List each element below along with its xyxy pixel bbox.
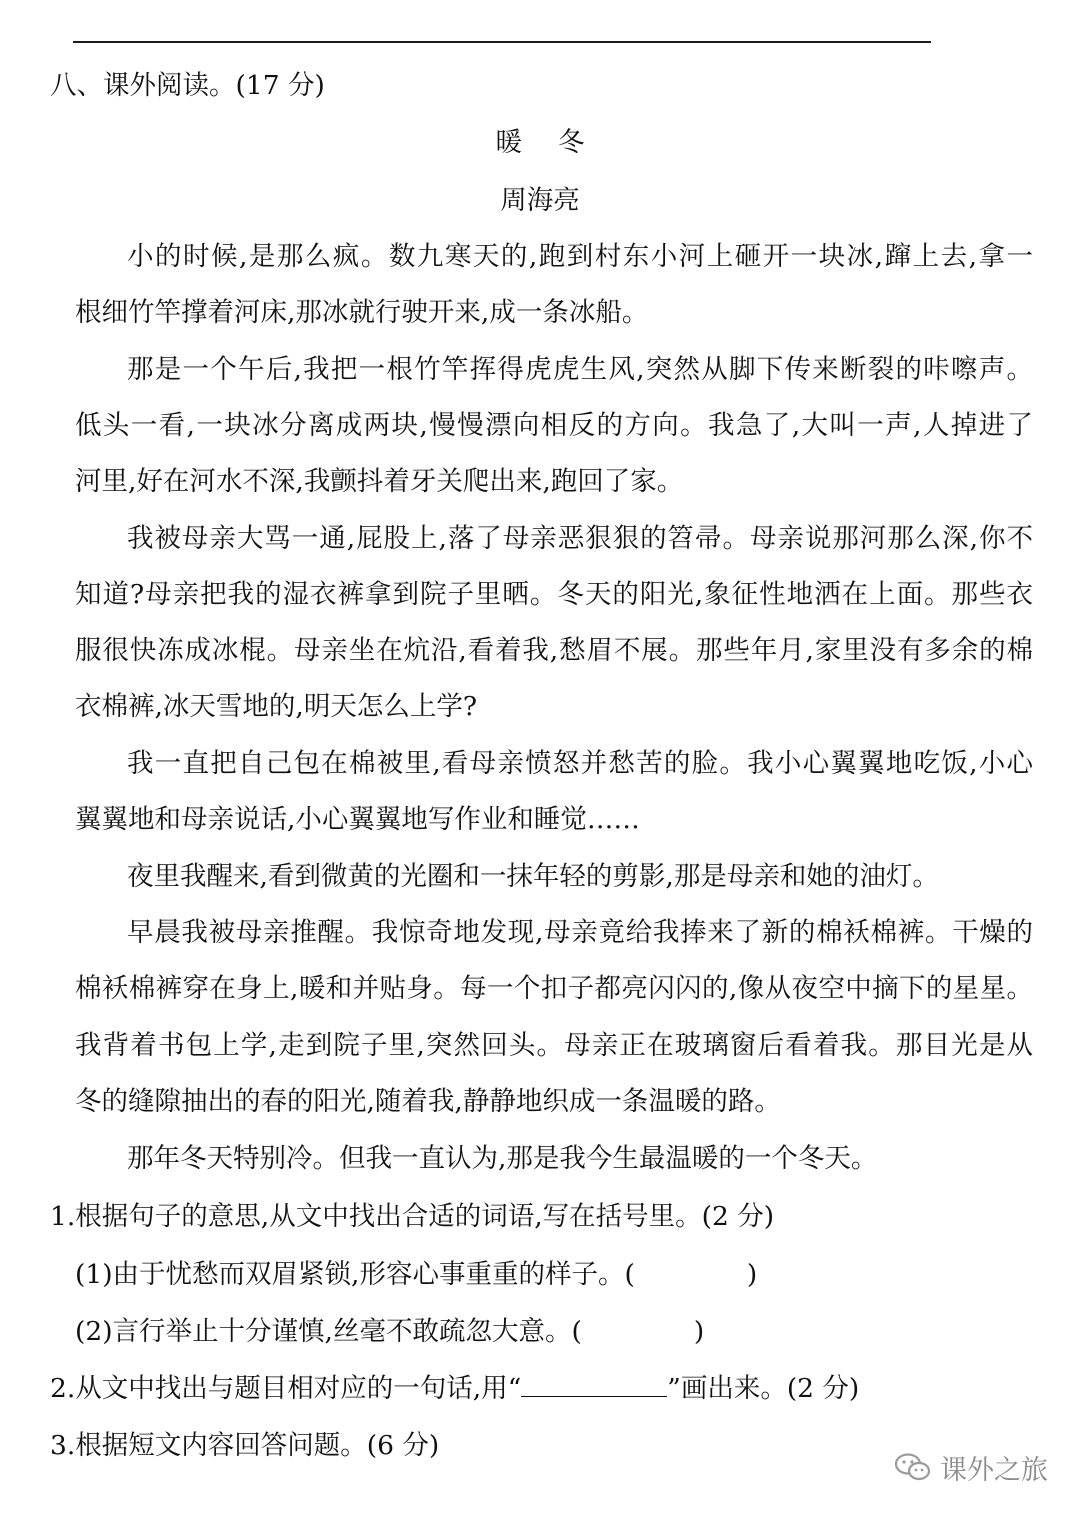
paragraph-7-line-1: 那年冬天特别冷。但我一直认为,那是我今生最温暖的一个冬天。 <box>127 1143 878 1174</box>
article-title: 暖冬 <box>495 127 621 158</box>
paragraph-2-line-2: 低头一看,一块冰分离成两块,慢慢漂向相反的方向。我急了,大叫一声,人掉进了 <box>75 410 1033 441</box>
paragraph-1-line-1: 小的时候,是那么疯。数九寒天的,跑到村东小河上砸开一块冰,蹿上去,拿一 <box>127 241 1033 272</box>
paragraph-1-line-2: 根细竹竿撑着河床,那冰就行驶开来,成一条冰船。 <box>75 297 649 328</box>
question-1-2-text: (2)言行举止十分谨慎,丝毫不敢疏忽大意。( <box>75 1316 582 1347</box>
underline-sample <box>521 1374 667 1397</box>
question-2 <box>50 1372 859 1406</box>
question-2-text-b: ”画出来。(2 分) <box>667 1373 860 1404</box>
paragraph-2-line-3: 河里,好在河水不深,我颤抖着牙关爬出来,跑回了家。 <box>75 466 684 497</box>
paragraph-6-line-2: 棉袄棉裤穿在身上,暖和并贴身。每一个扣子都亮闪闪的,像从夜空中摘下的星星。 <box>75 973 1033 1004</box>
paragraph-4-line-2: 翼翼地和母亲说话,小心翼翼地写作业和睡觉…… <box>75 804 640 835</box>
question-2-text-a: 2.从文中找出与题目相对应的一句话,用“ <box>50 1373 522 1404</box>
paragraph-3-line-1: 我被母亲大骂一通,屁股上,落了母亲恶狠狠的笤帚。母亲说那河那么深,你不 <box>127 523 1033 554</box>
question-1-1 <box>75 1258 757 1292</box>
paragraph-3-line-2: 知道?母亲把我的湿衣裤拿到院子里晒。冬天的阳光,象征性地洒在上面。那些衣 <box>75 579 1033 610</box>
close-paren-1: ) <box>746 1259 758 1290</box>
watermark-text: 课外之旅 <box>940 1454 1048 1486</box>
question-1-2 <box>75 1315 704 1349</box>
paragraph-5-line-1: 夜里我醒来,看到微黄的光圈和一抹年轻的剪影,那是母亲和她的油灯。 <box>127 861 939 892</box>
question-1-1-text: (1)由于忧愁而双眉紧锁,形容心事重重的样子。( <box>75 1259 635 1290</box>
paragraph-2-line-1: 那是一个午后,我把一根竹竿挥得虎虎生风,突然从脚下传来断裂的咔嚓声。 <box>127 354 1033 385</box>
paragraph-6-line-3: 我背着书包上学,走到院子里,突然回头。母亲正在玻璃窗后看着我。那目光是从 <box>75 1030 1033 1061</box>
paragraph-4-line-1: 我一直把自己包在棉被里,看母亲愤怒并愁苦的脸。我小心翼翼地吃饭,小心 <box>127 748 1033 779</box>
close-paren-2: ) <box>693 1316 705 1347</box>
question-3: 3.根据短文内容回答问题。(6 分) <box>50 1430 440 1461</box>
wechat-icon <box>894 1452 932 1482</box>
question-1: 1.根据句子的意思,从文中找出合适的词语,写在括号里。(2 分) <box>50 1201 775 1232</box>
paragraph-6-line-4: 冬的缝隙抽出的春的阳光,随着我,静静地织成一条温暖的路。 <box>75 1086 781 1117</box>
article-author: 周海亮 <box>500 185 580 216</box>
section-heading: 八、课外阅读。(17 分) <box>50 70 325 101</box>
watermark <box>894 1447 1048 1487</box>
paragraph-3-line-3: 服很快冻成冰棍。母亲坐在炕沿,看着我,愁眉不展。那些年月,家里没有多余的棉 <box>75 635 1033 666</box>
paragraph-3-line-4: 衣棉裤,冰天雪地的,明天怎么上学? <box>75 691 478 722</box>
top-rule <box>73 41 931 43</box>
paragraph-6-line-1: 早晨我被母亲推醒。我惊奇地发现,母亲竟给我捧来了新的棉袄棉裤。干燥的 <box>127 917 1033 948</box>
